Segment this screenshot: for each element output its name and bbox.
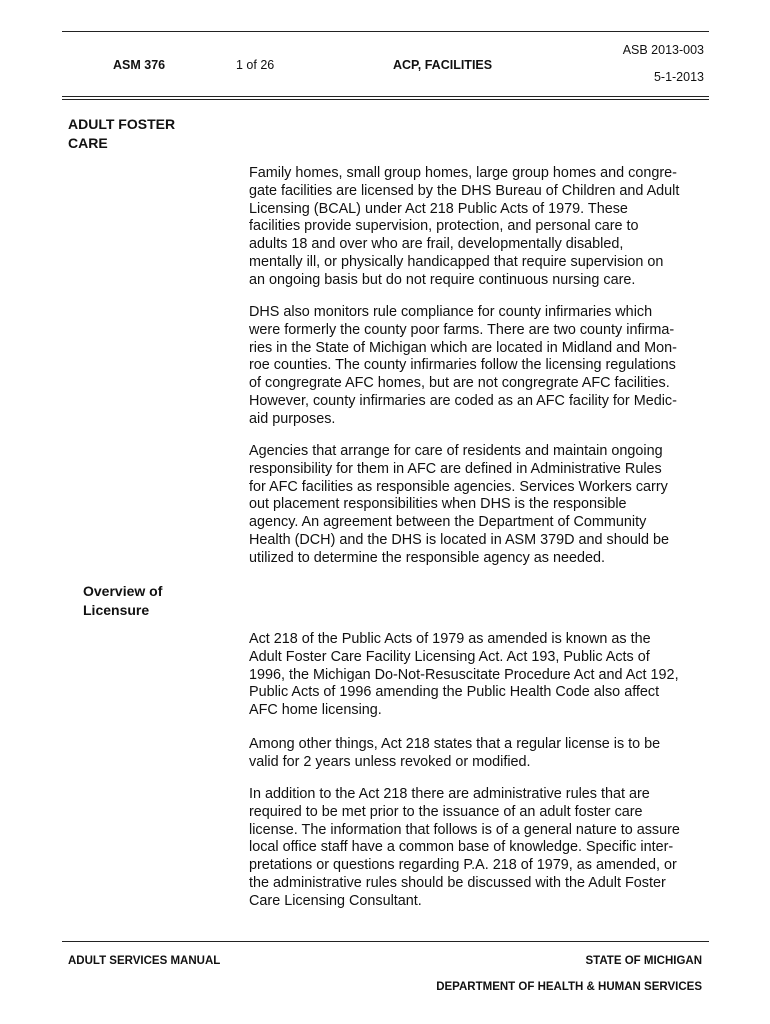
section-heading-afc: ADULT FOSTER CARE <box>68 116 176 151</box>
bulletin-date: 5-1-2013 <box>653 70 704 84</box>
header-rule-1 <box>62 96 709 97</box>
document-title: ACP, FACILITIES <box>393 58 493 72</box>
paragraph-3: Agencies that arrange for care of residents and maintain ongoing responsibility for them in AFC are defined in Administrative Rules for AFC facilities as responsible agencies. Services Workers carry out placement responsibilities when DHS is the responsible agency. An agreement between the Department of Community Health (DCH) and the DHS is located in ASM 379D and should be utilized to determine the responsible agency as needed. <box>249 443 669 566</box>
paragraph-1: Family homes, small group homes, large group homes and congre- gate facilities are licensed by the DHS Bureau of Children and Adult Licensing (BCAL) under Act 218 Public Acts of 1979. These facilities provide supervision, protection, and personal care to adults 18 and over who are frail, developmentally disabled, mentally ill, or physically handicapped that require supervision on an ongoing basis but do not require continuous nursing care. <box>249 165 680 288</box>
header-top-rule <box>62 31 709 32</box>
footer-state: STATE OF MICHIGAN <box>585 955 702 967</box>
bulletin-number: ASB 2013-003 <box>622 43 704 57</box>
section-heading-overview: Overview of Licensure <box>83 583 163 618</box>
paragraph-6: In addition to the Act 218 there are administrative rules that are required to be met prior to the issuance of an adult foster care license. The information that follows is of a general nature to assure local office staff have a common base of knowledge. Specific inter- pretations or questions regarding P.A. 218 of 1979, as amended, or the administrative rules should be discussed with the Adult Foster Care Licensing Consultant. <box>249 786 680 909</box>
paragraph-4: Act 218 of the Public Acts of 1979 as amended is known as the Adult Foster Care Facility Licensing Act. Act 193, Public Acts of 1996, the Michigan Do-Not-Resuscitate Procedure Act and Act 192, Public Acts of 1996 amending the Public Health Code also affect AFC home licensing. <box>249 631 679 719</box>
footer-manual: ADULT SERVICES MANUAL <box>68 955 221 967</box>
page-number: 1 of 26 <box>236 58 275 72</box>
footer-department: DEPARTMENT OF HEALTH & HUMAN SERVICES <box>436 981 702 993</box>
asm-number: ASM 376 <box>113 58 166 72</box>
header-rule-2 <box>62 99 709 100</box>
footer-rule <box>62 941 709 942</box>
paragraph-2: DHS also monitors rule compliance for county infirmaries which were formerly the county poor farms. There are two county infirma- ries in the State of Michigan which are located in Midland and Mon- roe counties. The county infirmaries follow the licensing regulations of congregrate AFC homes, but are not congregrate AFC facilities. However, county infirmaries are coded as an AFC facility for Medic- aid purposes. <box>249 304 677 427</box>
paragraph-5: Among other things, Act 218 states that a regular license is to be valid for 2 years unless revoked or modified. <box>249 736 661 770</box>
